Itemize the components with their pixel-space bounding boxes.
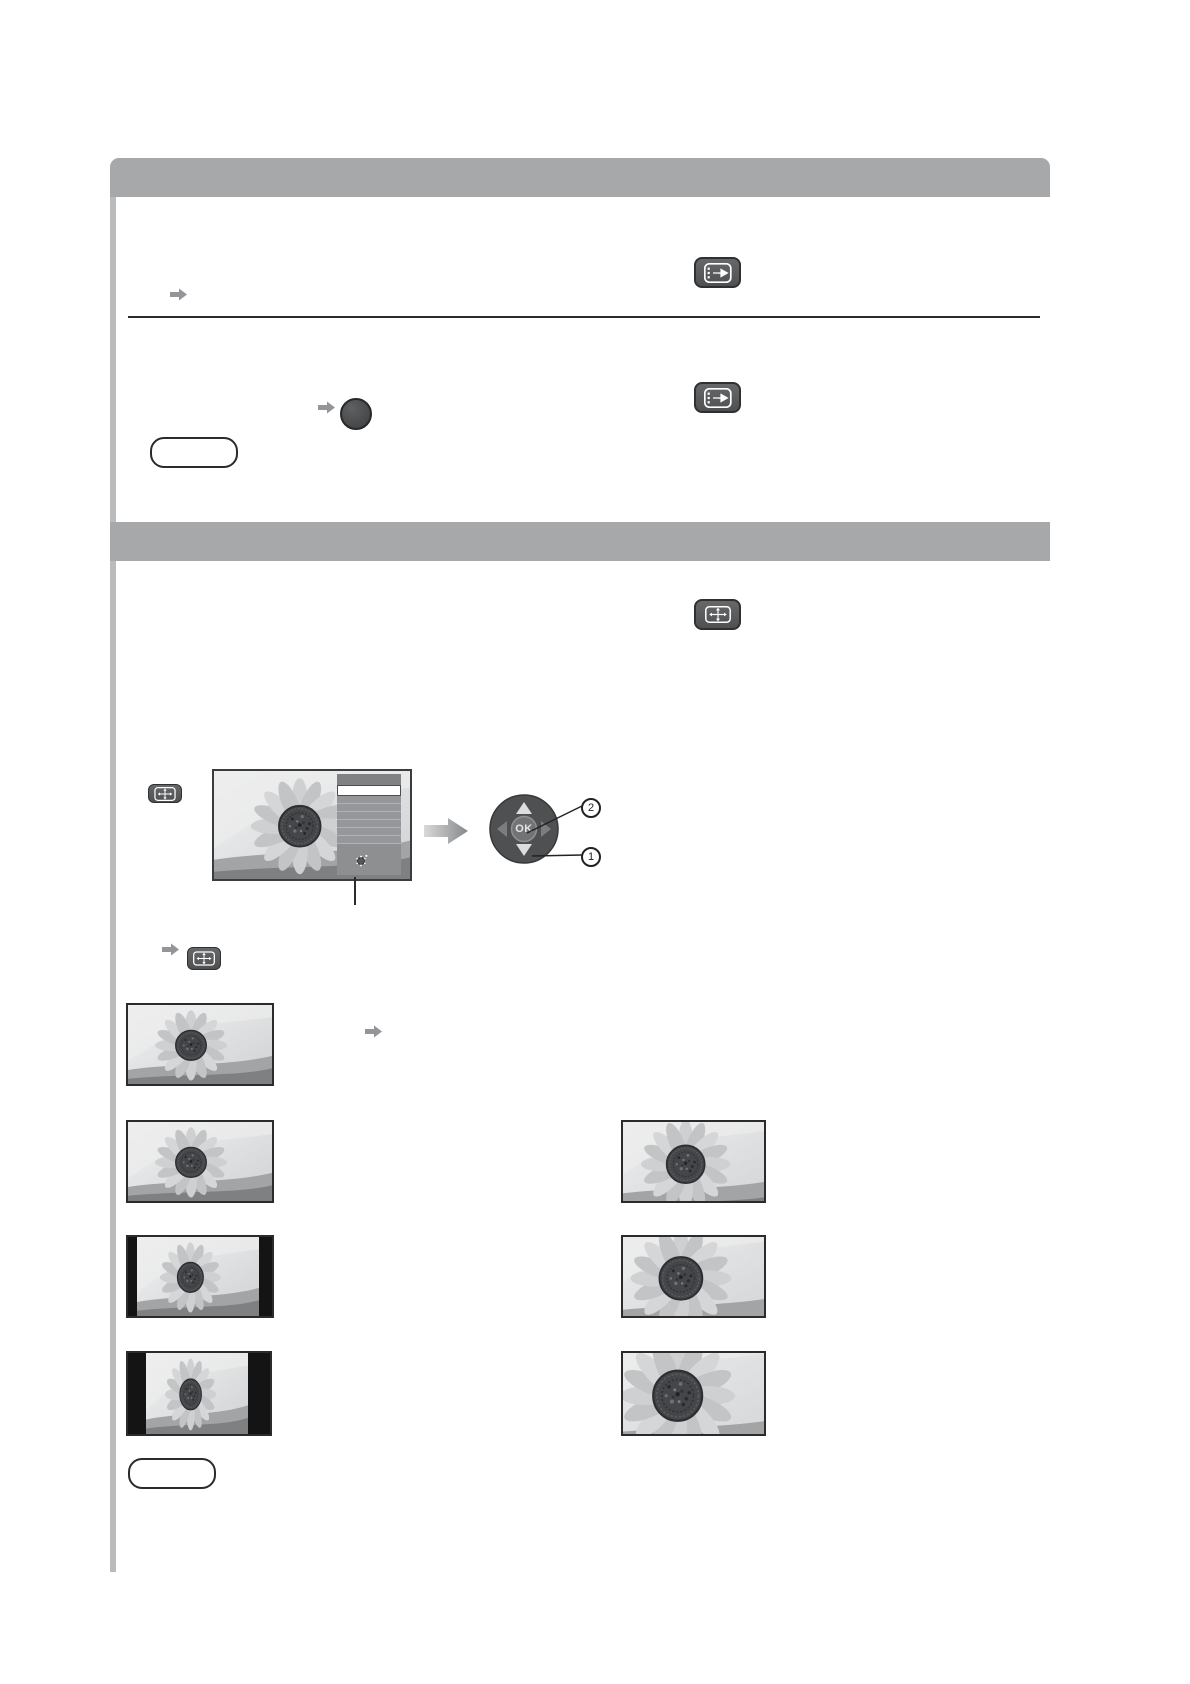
sunflower-image	[128, 1122, 272, 1201]
divider-line	[128, 316, 1040, 318]
sunflower-image-zoomed	[623, 1122, 764, 1201]
circled-number-2: 2	[581, 798, 601, 818]
tv-thumbnail-16x9	[126, 1003, 274, 1086]
forward-arrow-icon	[162, 942, 179, 957]
sunflower-image	[137, 1237, 259, 1316]
four-arrows-icon	[154, 787, 176, 801]
menu-row	[337, 796, 401, 804]
section-header-2	[110, 522, 1050, 561]
tv-thumbnail-left-row4-4x3	[126, 1351, 272, 1436]
aspect-button-icon	[694, 599, 741, 630]
tv-thumbnail-right-row2	[621, 1120, 766, 1203]
tv-screen-graphic	[212, 769, 412, 881]
sunflower-image-zoomed	[623, 1353, 764, 1434]
menu-row	[337, 804, 401, 812]
big-block-arrow-icon	[424, 815, 469, 847]
callout-line	[354, 877, 356, 905]
note-badge-1	[150, 437, 238, 468]
menu-row	[337, 812, 401, 820]
tv-thumbnail-right-row3	[621, 1235, 766, 1318]
forward-arrow-icon	[170, 287, 187, 302]
forward-arrow-icon	[365, 1024, 382, 1039]
menu-header-row	[337, 774, 401, 785]
sunflower-image	[128, 1005, 272, 1084]
left-border-rail	[110, 197, 116, 1572]
ok-button-label: OK	[515, 823, 533, 835]
section-header-1	[110, 158, 1050, 197]
box-with-arrow-icon	[704, 263, 732, 283]
tv-thumbnail-left-row2	[126, 1120, 274, 1203]
note-badge-2	[128, 1458, 216, 1489]
four-arrows-icon	[705, 606, 731, 623]
menu-row	[337, 820, 401, 828]
menu-row	[337, 828, 401, 836]
menu-selected-row	[337, 785, 401, 796]
tv-thumbnail-left-row3-sidebars	[126, 1235, 274, 1318]
av-input-button-icon-2	[694, 382, 741, 413]
sparkle-icon	[354, 854, 368, 868]
aspect-menu-overlay	[337, 774, 401, 875]
round-button-icon	[340, 398, 372, 430]
box-with-arrow-icon	[704, 388, 732, 408]
forward-arrow-icon	[318, 400, 335, 415]
menu-row	[337, 836, 401, 844]
sunflower-image-zoomed	[623, 1237, 764, 1316]
tv-thumbnail-right-row4	[621, 1351, 766, 1436]
four-arrows-icon	[193, 951, 215, 966]
menu-footer	[337, 844, 401, 875]
av-input-button-icon	[694, 257, 741, 288]
aspect-button-icon-small	[148, 784, 182, 803]
circled-number-1: 1	[581, 847, 601, 867]
sunflower-image	[146, 1353, 248, 1434]
aspect-button-icon-small-2	[187, 947, 221, 970]
